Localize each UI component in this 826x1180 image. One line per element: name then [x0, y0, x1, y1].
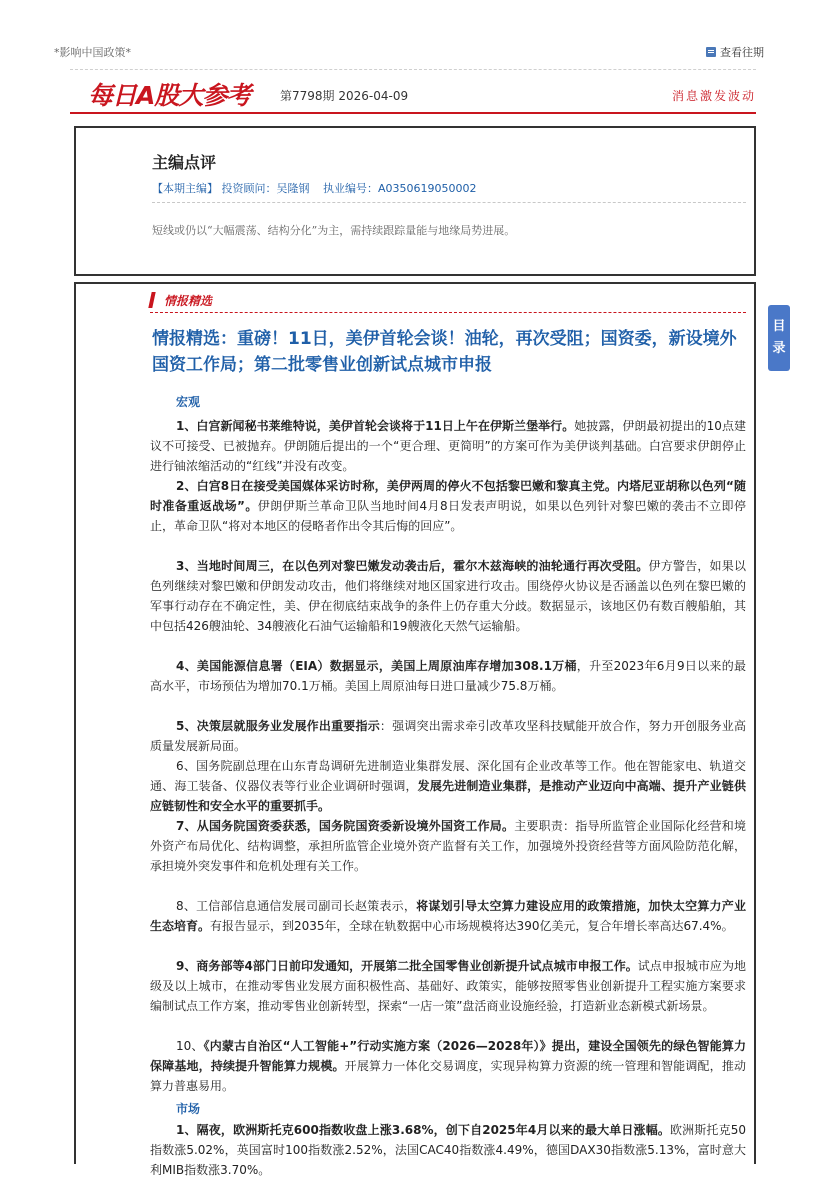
item-bold: 5、决策层就服务业发展作出重要指示: [176, 719, 380, 733]
macro-item-8: [150, 896, 746, 936]
toc-label-1: 目: [772, 319, 786, 334]
item-text: 6、国务院副总理在山东青岛调研先进制造业集群发展、深化国有企业改革等工作。他在智能家电、轨道交通、海工装备、仪器仪表等行业企业调研时强调，: [150, 759, 746, 793]
item-bold: 1、隔夜，欧洲斯托克600指数收盘上涨3.68%，创下自2025年4月以来的最大单日涨幅。: [176, 1123, 670, 1137]
market-label: 市场: [176, 1102, 201, 1116]
editorial-frame: [74, 126, 756, 276]
item-bold: 7、从国务院国资委获悉，国务院国资委新设境外国资工作局。: [176, 819, 515, 833]
editorial-title: 主编点评: [152, 153, 217, 172]
item-text-2: 有报告显示，到2035年，全球在轨数据中心市场规模将达390亿美元，复合年增长率高达67.4%。: [210, 919, 734, 933]
editorial-meta: [152, 180, 487, 196]
item-text-2: 开展算力一体化交易调度，实现异构算力资源的统一管理和智能调配，推动算力普惠易用。: [150, 1059, 746, 1093]
macro-item-3: [150, 556, 746, 636]
macro-item-9: [150, 956, 746, 1016]
header-divider: [70, 112, 756, 114]
macro-item-10: [150, 1036, 746, 1096]
item-text: 8、工信部信息通信发展司副司长赵策表示，: [176, 899, 417, 913]
market-item-1: [150, 1120, 746, 1180]
toc-label-2: 录: [772, 341, 786, 356]
top-note: *影响中国政策*: [54, 46, 131, 59]
editorial-text: 短线或仍以“大幅震荡、结构分化”为主，需持续跟踪量能与地缘局势进展。: [152, 224, 516, 237]
banner-accent: [148, 292, 155, 308]
item-text: 伊方警告，如果以色列继续对黎巴嫩和伊朗发动攻击，他们将继续对地区国家进行攻击。围绕停火协议是否涵盖以色列在黎巴嫩的军事行动存在不确定性，美、伊在彻底结束战争的条件上仍存重大分歧。数据显示，该地区仍有数百艘船舶，其中包括426艘油轮、34艘液化石油气运输船和19艘液化天然气运输船。: [150, 559, 746, 633]
item-bold: 1、白宫新闻秘书莱维特说，美伊首轮会谈将于11日上午在伊斯兰堡举行。: [176, 419, 575, 433]
item-bold: 9、商务部等4部门日前印发通知，开展第二批全国零售业创新提升试点城市申报工作。: [176, 959, 638, 973]
header-divider-top: [70, 69, 756, 70]
issue-info: 第7798期 2026-04-09: [280, 89, 409, 103]
editorial-divider: [152, 202, 746, 203]
macro-item-1: [150, 416, 746, 476]
history-link[interactable]: [706, 44, 764, 60]
item-text: 试点申报城市应为地级及以上城市，在推动零售业发展方面积极性高、基础好、政策实，能够按照零售业创新提升工程实施方案要求编制试点工作方案，推动零售业创新转型，探索“一店一策”盘活商业设施经验，打造新业态新模式新场景。: [150, 959, 746, 1013]
macro-item-2: [150, 476, 746, 536]
logo: 每日A股大参考: [88, 81, 251, 110]
macro-label: 宏观: [176, 395, 201, 409]
item-bold: 《内蒙古自治区“人工智能+”行动实施方案（2026—2028年）》提出，建设全国领先的绿色智能算力保障基地，持续提升智能算力规模。: [150, 1039, 746, 1073]
item-bold: 3、当地时间周三，在以色列对黎巴嫩发动袭击后，霍尔木兹海峡的油轮通行再次受阻。: [176, 559, 649, 573]
item-text: 主要职责：指导所监管企业国际化经营和境外资产布局优化、结构调整，承担所监管企业境外资产监督有关工作，加强境外投资经营等方面风险防范化解，承担境外突发事件和危机处理有关工作。: [150, 819, 746, 873]
section-banner-label: 情报精选: [164, 294, 213, 308]
headline: 情报精选：重磅！11日，美伊首轮会谈！油轮，再次受阻；国资委，新设境外国资工作局；第二批零售业创新试点城市申报: [152, 329, 737, 375]
history-link-label: 查看往期: [720, 46, 764, 59]
toc-button[interactable]: [768, 305, 790, 371]
section-banner: [150, 290, 230, 310]
item-text: 欧洲斯托克50指数涨5.02%，英国富时100指数涨2.52%，法国CAC40指数涨4.49%，德国DAX30指数涨5.13%，富时意大利MIB指数涨3.70%。: [150, 1123, 746, 1177]
item-bold: 4、美国能源信息署（EIA）数据显示，美国上周原油库存增加308.1万桶: [176, 659, 577, 673]
item-text: 伊朗伊斯兰革命卫队当地时间4月8日发表声明说，如果以色列针对黎巴嫩的袭击不立即停止，革命卫队“将对本地区的侵略者作出令其后悔的回应”。: [150, 499, 746, 533]
item-bold: 将谋划引导太空算力建设应用的政策措施，加快太空算力产业生态培育。: [150, 899, 746, 933]
macro-item-7: [150, 816, 746, 876]
item-text: 她披露，伊朗最初提出的10点建议不可接受、已被抛弃。伊朗随后提出的一个“更合理、更简明”的方案可作为美伊谈判基础。白宫要求伊朗停止进行铀浓缩活动的“红线”并没有改变。: [150, 419, 746, 473]
calendar-icon: [706, 47, 716, 57]
item-text: ：强调突出需求牵引改革攻坚科技赋能开放合作，努力开创服务业高质量发展新局面。: [150, 719, 746, 753]
macro-item-5: [150, 716, 746, 756]
item-bold: 2、白宫8日在接受美国媒体采访时称，美伊两周的停火不包括黎巴嫩和黎真主党。内塔尼亚胡称以色列“随时准备重返战场”。: [150, 479, 746, 513]
license-number: 执业编号：A0350619050002: [323, 182, 477, 195]
item-bold: 发展先进制造业集群，是推动产业迈向中高端、提升产业链供应链韧性和安全水平的重要抓手。: [150, 779, 746, 813]
section-banner-rule: [150, 312, 746, 313]
item-text: ，升至2023年6月9日以来的最高水平，市场预估为增加70.1万桶。美国上周原油每日进口量减少75.8万桶。: [150, 659, 746, 693]
macro-item-4: [150, 656, 746, 696]
editor-info: 【本期主编】 投资顾问：吴隆钢: [152, 182, 310, 195]
slogan: 消息激发波动: [672, 89, 757, 103]
item-text: 10、: [176, 1039, 204, 1053]
macro-item-6: [150, 756, 746, 816]
